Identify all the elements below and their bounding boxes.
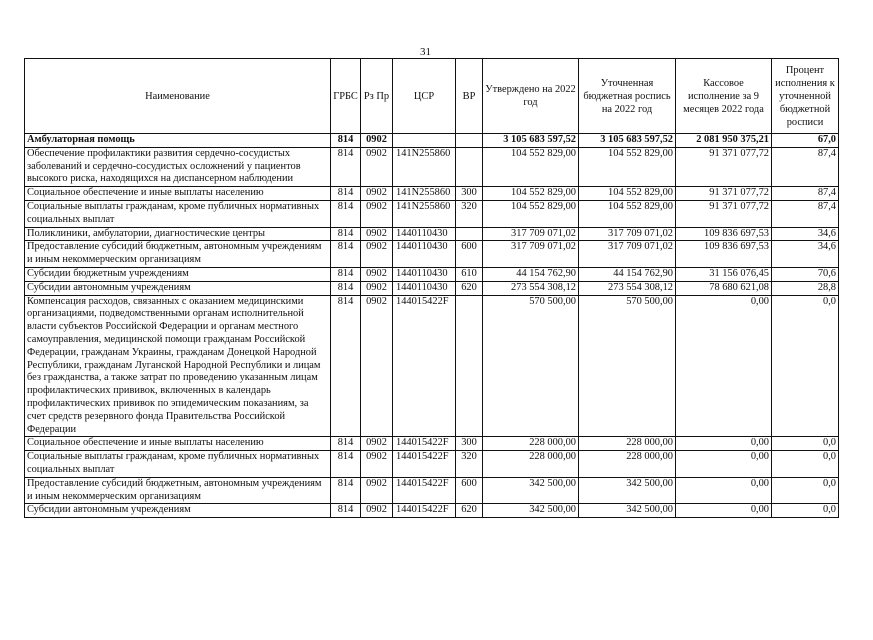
- cell-grbs: 814: [331, 241, 361, 268]
- cell-percent: 87,4: [772, 187, 839, 201]
- cell-cash: 0,00: [676, 504, 772, 518]
- cell-vr: [456, 147, 483, 186]
- cell-rzpr: 0902: [361, 187, 393, 201]
- cell-refined: 104 552 829,00: [579, 187, 676, 201]
- cell-grbs: 814: [331, 504, 361, 518]
- table-body: [25, 134, 839, 518]
- cell-name: Социальное обеспечение и иные выплаты населению: [25, 187, 331, 201]
- header-csr: ЦСР: [393, 59, 456, 134]
- cell-name: Амбулаторная помощь: [25, 134, 331, 148]
- cell-approved: 273 554 308,12: [483, 281, 579, 295]
- cell-name: Обеспечение профилактики развития сердечно-сосудистых заболеваний и сердечно-сосудистых осложнений у пациентов высокого риска, находящихся на диспансерном наблюдении: [25, 147, 331, 186]
- cell-cash: 2 081 950 375,21: [676, 134, 772, 148]
- cell-cash: 109 836 697,53: [676, 227, 772, 241]
- header-cash: Кассовое исполнение за 9 месяцев 2022 года: [676, 59, 772, 134]
- cell-rzpr: 0902: [361, 147, 393, 186]
- cell-csr: 144015422F: [393, 451, 456, 478]
- header-grbs: ГРБС: [331, 59, 361, 134]
- cell-refined: 273 554 308,12: [579, 281, 676, 295]
- cell-name: Компенсация расходов, связанных с оказанием медицинскими организациями, подведомственными органам исполнительной власти субъектов Российской Федерации и органам местного самоуправления, медицинской помощи гражданам Российской Федерации, гражданам Украины, гражданам Донецкой Народной Республики, гражданам Луганской Народной Республики и лицам без гражданства, а также затрат по проведению указанным лицам профилактических прививок, включенных в календарь профилактических прививок по эпидемическим показаниям, за счет средств резервного фонда Правительства Российской Федерации: [25, 295, 331, 437]
- cell-cash: 0,00: [676, 477, 772, 504]
- cell-rzpr: 0902: [361, 241, 393, 268]
- cell-approved: 228 000,00: [483, 451, 579, 478]
- cell-refined: 104 552 829,00: [579, 147, 676, 186]
- header-name: Наименование: [25, 59, 331, 134]
- header-vr: ВР: [456, 59, 483, 134]
- table-row: [25, 451, 839, 478]
- cell-grbs: 814: [331, 295, 361, 437]
- table-row: [25, 200, 839, 227]
- cell-approved: 342 500,00: [483, 504, 579, 518]
- cell-refined: 228 000,00: [579, 437, 676, 451]
- cell-percent: 34,6: [772, 241, 839, 268]
- cell-refined: 3 105 683 597,52: [579, 134, 676, 148]
- cell-approved: 342 500,00: [483, 477, 579, 504]
- table-row: [25, 477, 839, 504]
- header-refined: Уточненная бюджетная роспись на 2022 год: [579, 59, 676, 134]
- cell-approved: 44 154 762,90: [483, 267, 579, 281]
- cell-cash: 0,00: [676, 437, 772, 451]
- cell-refined: 44 154 762,90: [579, 267, 676, 281]
- cell-grbs: 814: [331, 147, 361, 186]
- cell-refined: 570 500,00: [579, 295, 676, 437]
- cell-name: Социальное обеспечение и иные выплаты населению: [25, 437, 331, 451]
- cell-cash: 109 836 697,53: [676, 241, 772, 268]
- cell-percent: 0,0: [772, 437, 839, 451]
- cell-rzpr: 0902: [361, 134, 393, 148]
- cell-csr: 1440110430: [393, 241, 456, 268]
- table-row: [25, 437, 839, 451]
- cell-percent: 0,0: [772, 451, 839, 478]
- cell-approved: 104 552 829,00: [483, 187, 579, 201]
- cell-cash: 91 371 077,72: [676, 200, 772, 227]
- cell-refined: 317 709 071,02: [579, 227, 676, 241]
- cell-grbs: 814: [331, 187, 361, 201]
- cell-csr: 1440110430: [393, 281, 456, 295]
- cell-csr: [393, 134, 456, 148]
- cell-approved: 104 552 829,00: [483, 147, 579, 186]
- cell-name: Предоставление субсидий бюджетным, автономным учреждениям и иным некоммерческим организациям: [25, 241, 331, 268]
- cell-vr: 600: [456, 241, 483, 268]
- header-approved: Утверждено на 2022 год: [483, 59, 579, 134]
- cell-rzpr: 0902: [361, 267, 393, 281]
- page-number: 31: [420, 46, 431, 58]
- cell-csr: 144015422F: [393, 295, 456, 437]
- cell-vr: 620: [456, 504, 483, 518]
- cell-percent: 28,8: [772, 281, 839, 295]
- cell-csr: 144015422F: [393, 477, 456, 504]
- cell-name: Субсидии автономным учреждениям: [25, 504, 331, 518]
- cell-refined: 342 500,00: [579, 504, 676, 518]
- cell-vr: [456, 227, 483, 241]
- table-row: [25, 267, 839, 281]
- cell-grbs: 814: [331, 437, 361, 451]
- cell-refined: 342 500,00: [579, 477, 676, 504]
- cell-vr: 320: [456, 200, 483, 227]
- cell-percent: 87,4: [772, 147, 839, 186]
- cell-vr: [456, 134, 483, 148]
- cell-vr: 300: [456, 187, 483, 201]
- table-row: [25, 241, 839, 268]
- cell-approved: 104 552 829,00: [483, 200, 579, 227]
- cell-percent: 0,0: [772, 504, 839, 518]
- budget-table: [24, 58, 839, 518]
- cell-rzpr: 0902: [361, 451, 393, 478]
- cell-approved: 317 709 071,02: [483, 241, 579, 268]
- cell-grbs: 814: [331, 200, 361, 227]
- cell-grbs: 814: [331, 451, 361, 478]
- table-row: [25, 295, 839, 437]
- cell-percent: 70,6: [772, 267, 839, 281]
- cell-refined: 317 709 071,02: [579, 241, 676, 268]
- cell-refined: 104 552 829,00: [579, 200, 676, 227]
- header-percent: Процент исполнения к уточненной бюджетной росписи: [772, 59, 839, 134]
- table-row: [25, 281, 839, 295]
- cell-rzpr: 0902: [361, 504, 393, 518]
- cell-grbs: 814: [331, 134, 361, 148]
- cell-csr: 144015422F: [393, 504, 456, 518]
- table-row: [25, 134, 839, 148]
- header-rzpr: Рз Пр: [361, 59, 393, 134]
- cell-percent: 0,0: [772, 295, 839, 437]
- cell-csr: 1440110430: [393, 267, 456, 281]
- cell-approved: 570 500,00: [483, 295, 579, 437]
- cell-csr: 144015422F: [393, 437, 456, 451]
- cell-vr: 300: [456, 437, 483, 451]
- cell-cash: 31 156 076,45: [676, 267, 772, 281]
- cell-cash: 0,00: [676, 451, 772, 478]
- cell-percent: 67,0: [772, 134, 839, 148]
- cell-name: Предоставление субсидий бюджетным, автономным учреждениям и иным некоммерческим организациям: [25, 477, 331, 504]
- cell-cash: 91 371 077,72: [676, 187, 772, 201]
- cell-cash: 78 680 621,08: [676, 281, 772, 295]
- cell-name: Субсидии автономным учреждениям: [25, 281, 331, 295]
- cell-rzpr: 0902: [361, 437, 393, 451]
- cell-percent: 0,0: [772, 477, 839, 504]
- cell-csr: 141N255860: [393, 187, 456, 201]
- cell-vr: 620: [456, 281, 483, 295]
- cell-grbs: 814: [331, 477, 361, 504]
- cell-name: Субсидии бюджетным учреждениям: [25, 267, 331, 281]
- cell-grbs: 814: [331, 227, 361, 241]
- table-row: [25, 187, 839, 201]
- cell-vr: [456, 295, 483, 437]
- cell-csr: 141N255860: [393, 147, 456, 186]
- cell-percent: 34,6: [772, 227, 839, 241]
- table-row: [25, 227, 839, 241]
- cell-csr: 1440110430: [393, 227, 456, 241]
- cell-grbs: 814: [331, 267, 361, 281]
- cell-rzpr: 0902: [361, 200, 393, 227]
- cell-approved: 317 709 071,02: [483, 227, 579, 241]
- cell-approved: 3 105 683 597,52: [483, 134, 579, 148]
- cell-vr: 610: [456, 267, 483, 281]
- cell-name: Социальные выплаты гражданам, кроме публичных нормативных социальных выплат: [25, 451, 331, 478]
- cell-grbs: 814: [331, 281, 361, 295]
- cell-rzpr: 0902: [361, 477, 393, 504]
- cell-rzpr: 0902: [361, 281, 393, 295]
- cell-rzpr: 0902: [361, 227, 393, 241]
- cell-percent: 87,4: [772, 200, 839, 227]
- table-row: [25, 147, 839, 186]
- cell-refined: 228 000,00: [579, 451, 676, 478]
- cell-rzpr: 0902: [361, 295, 393, 437]
- cell-approved: 228 000,00: [483, 437, 579, 451]
- cell-vr: 600: [456, 477, 483, 504]
- cell-vr: 320: [456, 451, 483, 478]
- cell-csr: 141N255860: [393, 200, 456, 227]
- cell-name: Социальные выплаты гражданам, кроме публичных нормативных социальных выплат: [25, 200, 331, 227]
- cell-name: Поликлиники, амбулатории, диагностические центры: [25, 227, 331, 241]
- table-row: [25, 504, 839, 518]
- table-header-row: [25, 59, 839, 134]
- cell-cash: 91 371 077,72: [676, 147, 772, 186]
- cell-cash: 0,00: [676, 295, 772, 437]
